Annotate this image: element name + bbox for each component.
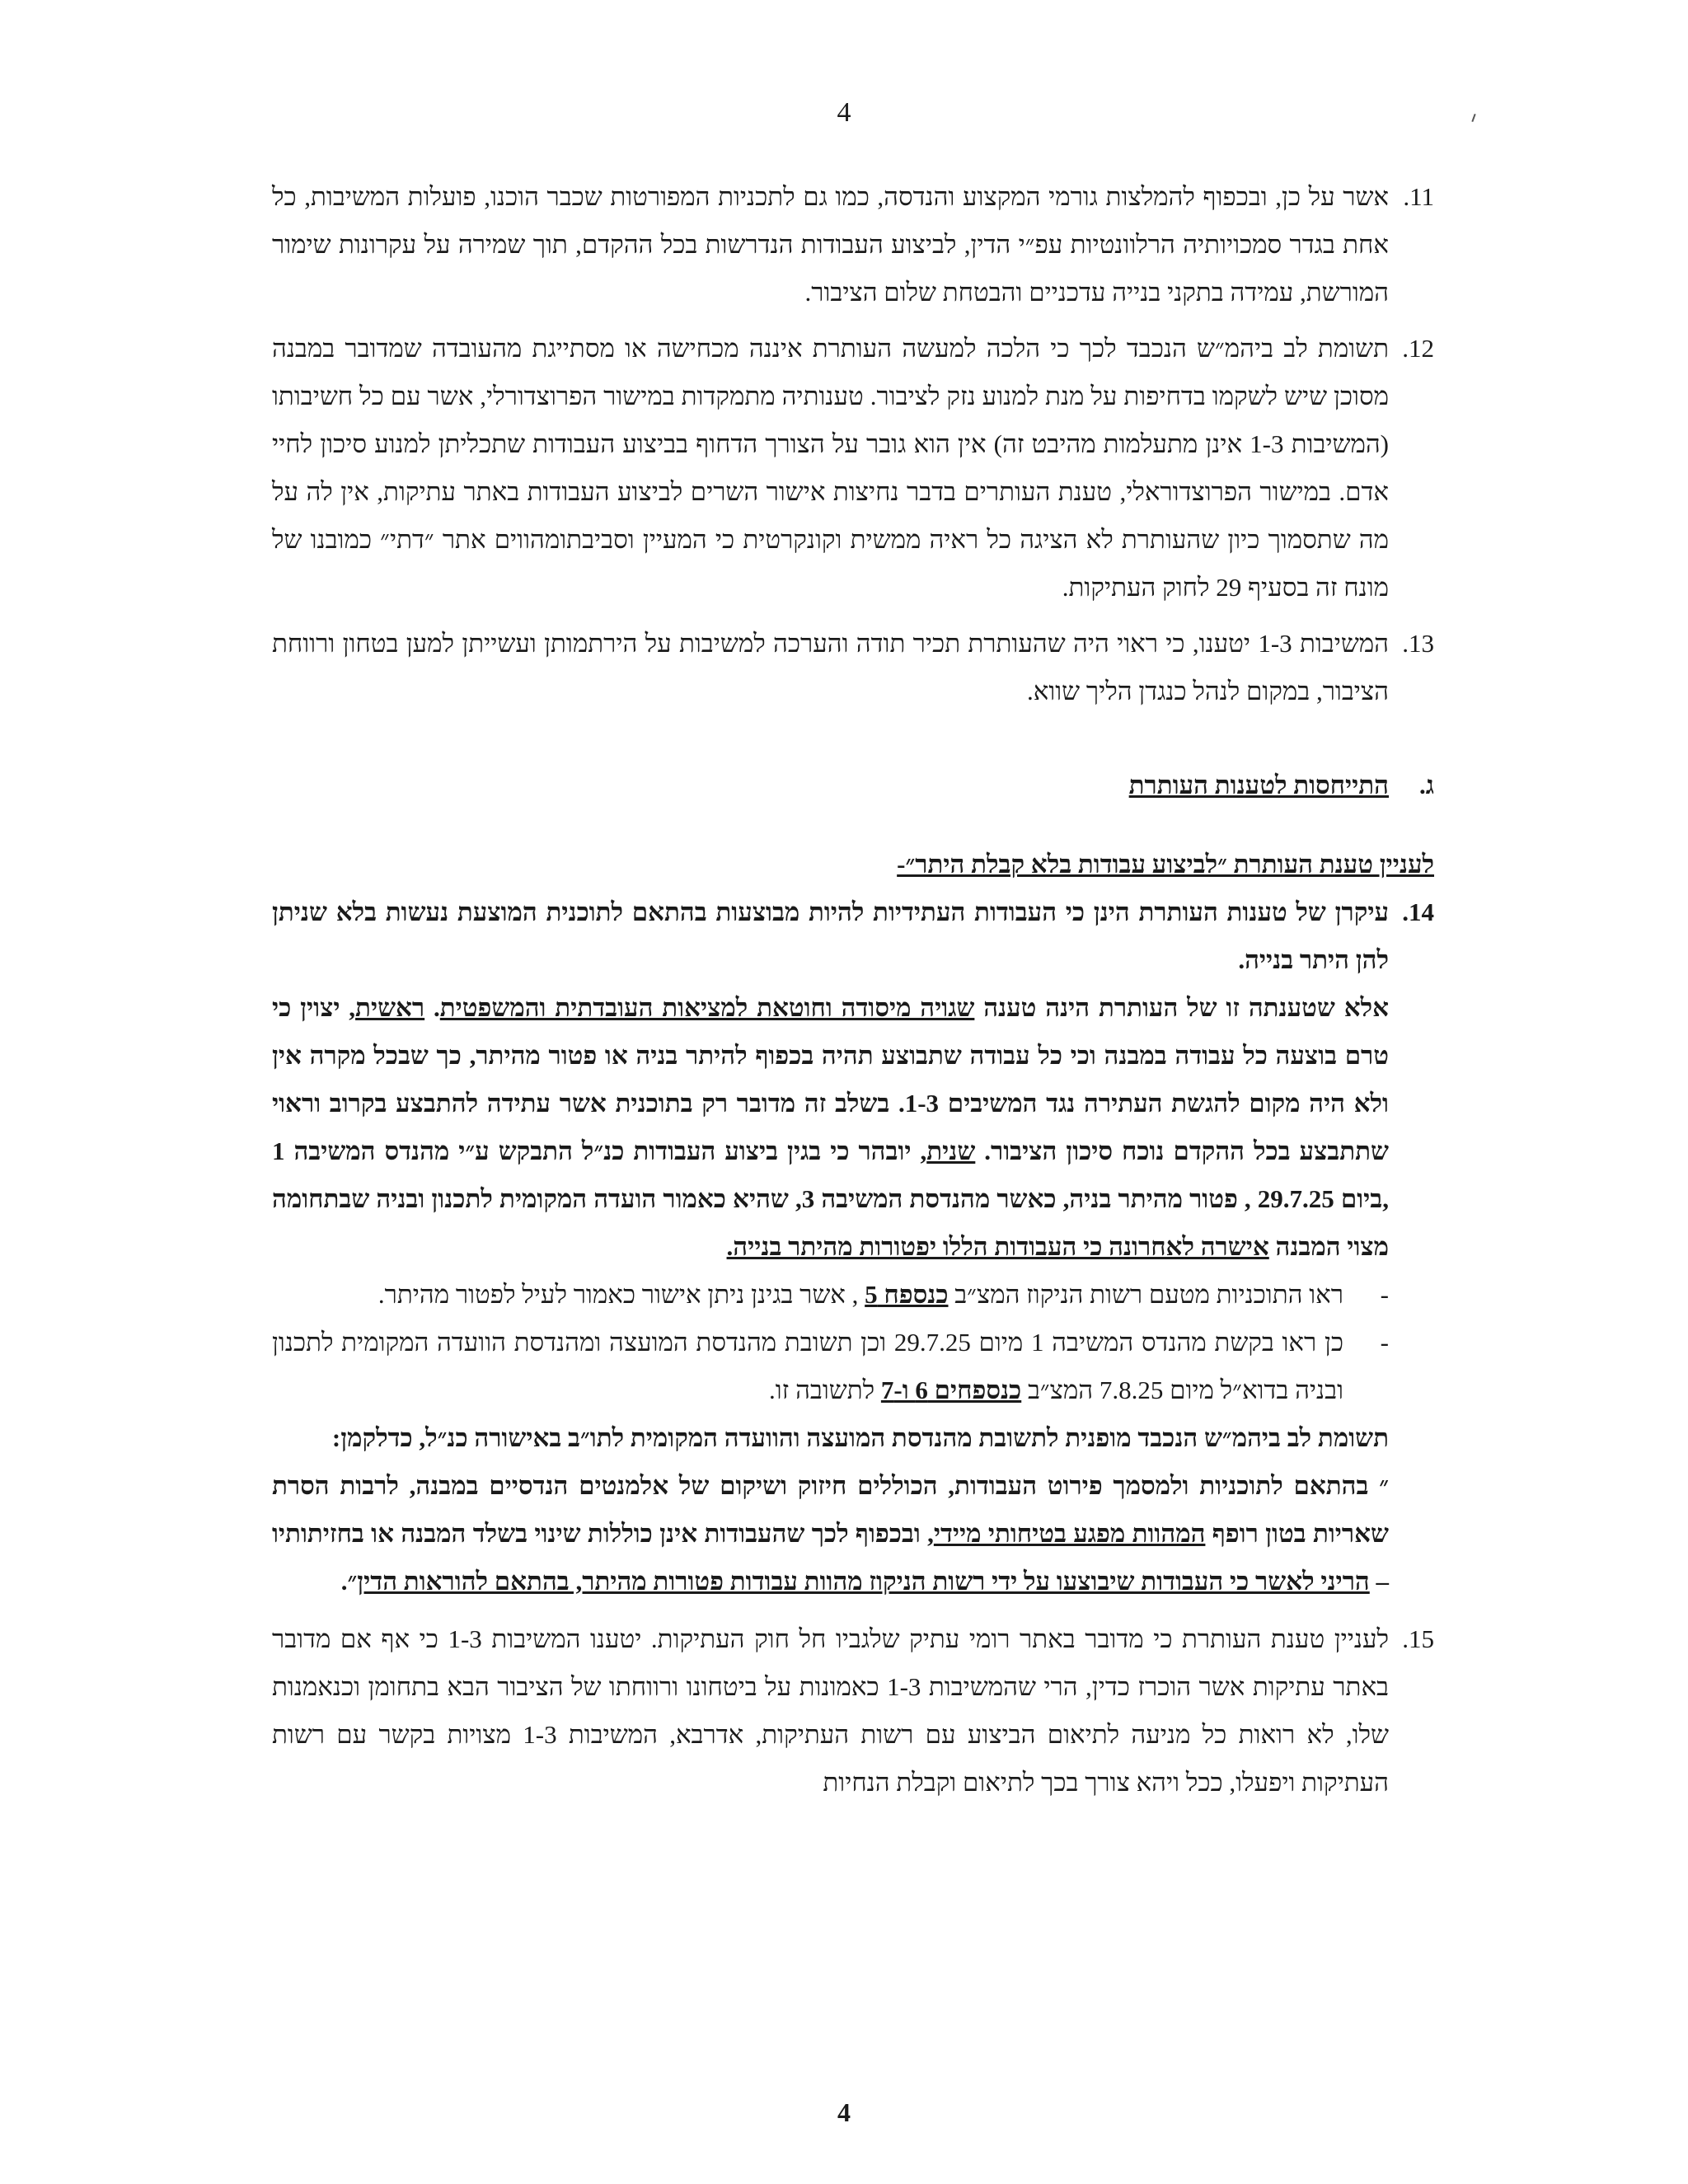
bullet-text: לתשובה זו. (769, 1376, 881, 1404)
quote-text: ״ בהתאם לתוכניות ולמסמך פירוט העבודות, הכוללים חיזוק ושיקום של אלמנטים הנדסיים במבנה, לרבות הסרת שאריות בטון רופף (272, 1471, 1389, 1548)
bullet-item (272, 1319, 1434, 1414)
subheading: לעניין טענת העותרת ״לביצוע עבודות בלא קבלת היתר״- (897, 850, 1434, 879)
bullet-dash: - (1380, 1328, 1389, 1357)
bullet-text: , אשר בגינן ניתן אישור כאמור לעיל לפטור מהיתר. (377, 1280, 865, 1309)
underlined-phrase: אישרה לאחרונה כי העבודות הללו יפטורות מהיתר בנייה. (726, 1232, 1269, 1261)
paragraph-number: .15 (1402, 1624, 1434, 1653)
section-letter: ג. (1419, 771, 1434, 799)
quote-underlined: הריני לאשר כי העבודות שיבוצעו על ידי רשות הניקוז מהוות עבודות פטורות מהיתר, בהתאם להוראות הדין (357, 1567, 1370, 1596)
underlined-word-second: שנית (926, 1137, 976, 1165)
underlined-word-first: ראשית (355, 993, 425, 1022)
annex-reference: כנספחים 6 ו-7 (880, 1376, 1022, 1404)
paragraph-12 (272, 325, 1434, 612)
paragraph-text: לעניין טענת העותרת כי מדובר באתר רומי עתיק שלגביו חל חוק העתיקות. יטענו המשיבות 1-3 כי אף אם מדובר באתר עתיקות אשר הוכרז כדין, הרי שהמשיבות 1-3 כאמונות על ביטחונו ורווחתו של הציבור הבא בתחומן וכנאמנות שלו, לא רואות כל מניעה לתיאום הביצוע עם רשות העתיקות, אדרבא, המשיבות 1-3 מצויות בקשר עם רשות העתיקות ויפעלו, ככל ויהא צורך בכך לתיאום וקבלת הנחיות (272, 1624, 1390, 1797)
paragraph-13 (272, 620, 1434, 715)
page-number-top: 4 (837, 97, 851, 128)
bullet-dash: - (1380, 1280, 1389, 1309)
paragraph-14-body (272, 984, 1434, 1271)
paragraph-intro: עיקרן של טענות העותרת הינן כי העבודות העתידיות להיות מבוצעות בהתאם לתוכנית המוצעת נעשות בלא שניתן להן היתר בנייה. (272, 898, 1389, 974)
paragraph-text: אשר על כן, ובכפוף להמלצות גורמי המקצוע והנדסה, כמו גם לתכניות המפורטות שכבר הוכנו, פועלות המשיבות, כל אחת בגדר סמכויותיה הרלוונטיות עפ״י הדין, לביצוע העבודות הנדרשות בכל ההקדם, תוך שמירה על עקרונות שימור המורשת, עמידה בתקני בנייה עדכניים והבטחת שלום הציבור. (272, 182, 1389, 307)
quoted-approval (272, 1462, 1434, 1605)
section-heading (272, 762, 1434, 809)
body-text: , יובהר כי בגין ביצוע העבודות כנ״ל התבקש ע״י מהנדס המשיבה 1 ,ביום 29.7.25 , פטור מהיתר בניה, כאשר מהנדסת המשיבה 3, שהיא כאמור הועדה המקומית לתכנון ובניה שבתחומה מצוי המבנה (272, 1137, 1389, 1261)
section-title: התייחסות לטענות העותרת (1128, 771, 1389, 799)
paragraph-14 (272, 888, 1434, 984)
paragraph-11 (272, 173, 1434, 316)
paragraph-number: .12 (1402, 334, 1434, 363)
paragraph-number: .11 (1403, 182, 1434, 211)
page-number-bottom: 4 (837, 2097, 851, 2127)
paragraph-text: תשומת לב ביהמ״ש הנכבד לכך כי הלכה למעשה העותרת איננה מכחישה או מסתייגת מהעובדה שמדובר במבנה מסוכן שיש לשקמו בדחיפות על מנת למנוע נזק לציבור. טענותיה מתמקדות במישור הפרוצדורלי, אשר עם כל חשיבותו (המשיבות 1-3 אינן מתעלמות מהיבט זה) אין הוא גובר על הצורך הדחוף בביצוע העבודות שתכליתן למנוע סיכון לחיי אדם. במישור הפרוצדוראלי, טענת העותרים בדבר נחיצות אישור השרים לביצוע העבודות באתר עתיקות, אין לה על מה שתסמוך כיון שהעותרת לא הציגה כל ראיה ממשית וקונקרטית כי המעיין וסביבתומהווים אתר ״דתי״ כמובנו של מונח זה בסעיף 29 לחוק העתיקות. (272, 334, 1389, 602)
attention-note: תשומת לב ביהמ״ש הנכבד מופנית לתשובת מהנדסת המועצה והוועדה המקומית לתו״ב באישורה כנ״ל, כדלקמן: (331, 1423, 1389, 1452)
paragraph-number: .13 (1402, 629, 1434, 658)
paragraph-number: .14 (1402, 898, 1434, 926)
quote-text: ״. (340, 1567, 358, 1596)
underlined-phrase: שגויה מיסודה וחוטאת למציאות העובדתית והמשפטית (439, 993, 975, 1022)
paragraph-text: המשיבות 1-3 יטענו, כי ראוי היה שהעותרת תכיר תודה והערכה למשיבות על הירתמותן ועשייתן למען בטחון ורווחת הציבור, במקום לנהל כנגדן הליך שווא. (272, 629, 1389, 705)
bullet-item (272, 1271, 1434, 1319)
bullet-text: כן ראו בקשת מהנדס המשיבה 1 מיום 29.7.25 וכן תשובת מהנדסת המועצה ומהנדסת הוועדה המקומית לתכנון ובניה בדוא״ל מיום 7.8.25 המצ״ב (272, 1328, 1344, 1404)
paragraph-15 (272, 1615, 1434, 1807)
body-text: אלא שטענתה זו של העותרת הינה טענה (974, 993, 1390, 1022)
bullet-text: ראו התוכניות מטעם רשות הניקוז המצ״ב (948, 1280, 1343, 1309)
annex-reference: כנספח 5 (865, 1280, 949, 1309)
quote-underlined: המהוות מפגע בטיחותי מיידי (933, 1519, 1206, 1548)
quote-text: , ובכפוף לכך שהעבודות אינן כוללות שינוי בשלד המבנה או בחזיתותיו – (272, 1519, 1389, 1596)
body-text: , יצוין כי טרם בוצעה כל עבודה במבנה וכי כל עבודה שתבוצע תהיה בכפוף להיתר בניה או פטור מהיתר, כך שבכל מקרה אין ולא היה מקום להגשת העתירה נגד המשיבים 1-3. בשלב זה מדובר רק בתוכנית אשר עתידה להתבצע בקרוב וראוי שתתבצע בכל ההקדם נוכח סיכון הציבור. (272, 993, 1389, 1165)
document-body (272, 173, 1434, 1815)
body-text: . (424, 993, 440, 1022)
